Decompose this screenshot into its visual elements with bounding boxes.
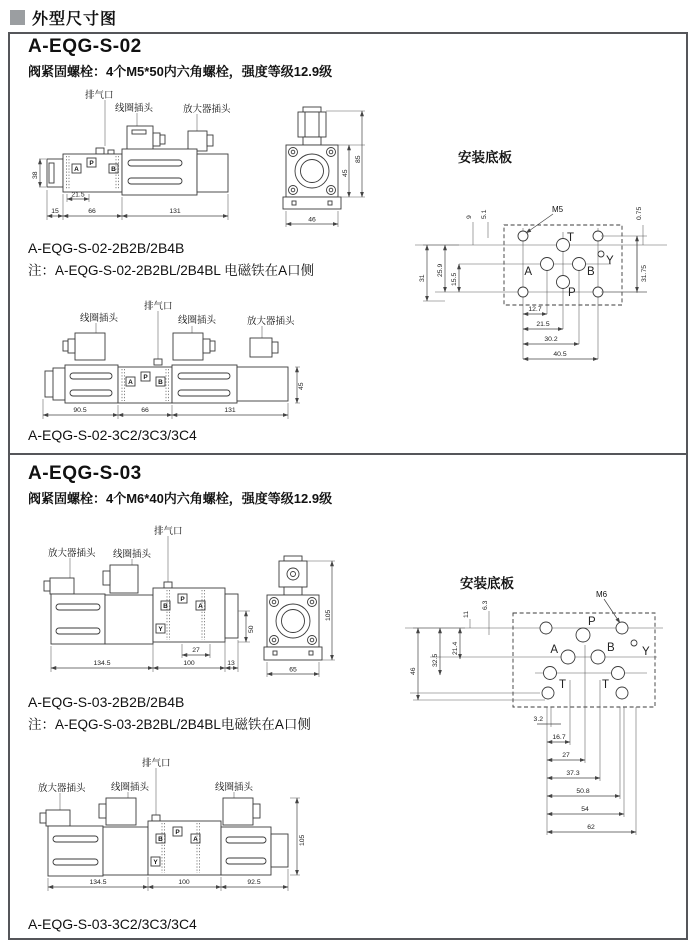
dim-134-5: 134.5 <box>93 660 111 667</box>
dim-66: 66 <box>141 407 149 414</box>
amplifier-plug <box>40 810 70 826</box>
s02-mounting-plate-drawing <box>415 162 690 397</box>
thread-callout-m5: M5 <box>552 205 564 214</box>
s02-title: A-EQG-S-02 <box>28 36 142 57</box>
plate-port-a: A <box>550 644 558 656</box>
dim-105: 105 <box>299 834 306 846</box>
port-a: A <box>74 166 79 173</box>
coil-plug-label: 线圈插头 <box>215 782 254 793</box>
s02-end-view-drawing <box>272 103 377 235</box>
plate-holes <box>540 622 637 699</box>
dim-16-7: 16.7 <box>552 734 566 741</box>
coil-plug-label: 线圈插头 <box>111 782 150 793</box>
dim-21-5: 21.5 <box>71 191 85 199</box>
port-p: P <box>175 829 180 836</box>
dimension-lines <box>423 222 647 359</box>
port-p: P <box>89 160 94 167</box>
coil-plug-label: 线圈插头 <box>113 549 152 560</box>
exhaust-port-label: 排气口 <box>142 758 171 769</box>
dim-131: 131 <box>224 407 236 414</box>
s03-plate-title: 安装底板 <box>460 576 514 591</box>
dim-45: 45 <box>342 169 349 177</box>
exhaust-port-label: 排气口 <box>85 90 114 101</box>
dim-90-5: 90.5 <box>73 407 87 414</box>
exhaust-port-label: 排气口 <box>154 526 183 537</box>
dim-92-5: 92.5 <box>247 879 261 886</box>
dim-105: 105 <box>325 609 332 621</box>
coil-plug <box>103 565 138 593</box>
port-y: Y <box>153 859 158 866</box>
end-view-geometry <box>264 556 322 660</box>
s03-model-3c: A-EQG-S-03-3C2/3C3/3C4 <box>28 916 197 932</box>
s02-double-solenoid-drawing <box>22 295 307 430</box>
amplifier-plug <box>250 338 278 357</box>
thread-leader <box>526 214 553 233</box>
dim-85: 85 <box>355 155 362 163</box>
dim-40-5: 40.5 <box>553 351 567 358</box>
exhaust-port-label: 排气口 <box>144 301 173 312</box>
s02-note: 注：A-EQG-S-02-2B2BL/2B4BL 电磁铁在A口侧 <box>28 263 315 278</box>
dim-9: 9 <box>466 215 473 219</box>
right-coil-plug <box>223 798 260 825</box>
left-coil-plug <box>63 333 105 360</box>
valve-assembly <box>51 582 238 644</box>
dim-100: 100 <box>183 660 195 667</box>
s02-model-2b: A-EQG-S-02-2B2B/2B4B <box>28 240 185 256</box>
valve-assembly <box>45 359 288 403</box>
dim-50-8: 50.8 <box>576 788 590 795</box>
left-coil-plug <box>99 798 136 825</box>
s03-title: A-EQG-S-03 <box>28 463 142 484</box>
dim-31-75: 31.75 <box>641 264 648 282</box>
plate-port-b: B <box>607 642 615 654</box>
plate-port-t2: T <box>602 679 610 691</box>
amplifier-plug-label: 放大器插头 <box>38 783 86 794</box>
header-square-icon <box>10 10 25 25</box>
dim-15: 15 <box>51 208 59 215</box>
port-b: B <box>158 836 163 843</box>
dim-38: 38 <box>32 171 39 179</box>
page-title: 外型尺寸图 <box>32 11 118 28</box>
dim-134-5: 134.5 <box>89 879 107 886</box>
amplifier-plug <box>44 578 74 594</box>
thread-leader <box>604 599 620 623</box>
dim-6-3: 6.3 <box>482 600 489 610</box>
dim-100: 100 <box>178 879 190 886</box>
s03-mounting-plate-drawing <box>405 585 695 885</box>
dim-5-1: 5.1 <box>481 209 488 219</box>
port-a: A <box>128 379 133 386</box>
s02-plate-title: 安装底板 <box>458 150 512 165</box>
s03-model-2b: A-EQG-S-03-2B2B/2B4B <box>28 694 185 710</box>
coil-plug-label: 线圈插头 <box>178 315 217 326</box>
port-p: P <box>180 596 185 603</box>
dim-54: 54 <box>581 806 589 813</box>
s03-note: 注：A-EQG-S-03-2B2BL/2B4BL电磁铁在A口侧 <box>28 717 311 732</box>
plate-port-y: Y <box>642 646 650 658</box>
thread-callout-m6: M6 <box>596 590 608 599</box>
dim-0-75: 0.75 <box>636 206 643 220</box>
dim-30-2: 30.2 <box>544 336 558 343</box>
dim-27: 27 <box>192 647 200 654</box>
plate-port-p: P <box>588 616 596 628</box>
port-b: B <box>111 166 116 173</box>
center-lines <box>415 228 667 359</box>
s03-subtitle: 阀紧固螺栓：4个M6*40内六角螺栓，强度等级12.9级 <box>28 491 333 506</box>
port-b: B <box>163 603 168 610</box>
dim-15-5: 15.5 <box>451 272 458 286</box>
dim-131: 131 <box>169 208 181 215</box>
dim-65: 65 <box>289 666 297 674</box>
dim-21-4: 21.4 <box>452 641 459 655</box>
amplifier-plug-label: 放大器插头 <box>247 316 295 327</box>
dim-11: 11 <box>463 610 470 618</box>
s02-subtitle: 阀紧固螺栓：4个M5*50内六角螺栓，强度等级12.9级 <box>28 64 333 79</box>
port-a: A <box>198 603 203 610</box>
dim-27: 27 <box>562 752 570 759</box>
port-y: Y <box>158 626 163 633</box>
s03-single-solenoid-drawing <box>20 516 270 684</box>
dim-21-5: 21.5 <box>536 321 550 328</box>
dimension-lines <box>413 611 636 832</box>
dim-25-9: 25.9 <box>437 263 444 277</box>
dim-50: 50 <box>248 625 255 633</box>
section-divider <box>8 453 688 455</box>
dim-3-2: 3.2 <box>533 716 543 723</box>
plate-port-p: P <box>568 287 576 299</box>
amplifier-plug-label: 放大器插头 <box>48 548 96 559</box>
port-b: B <box>158 379 163 386</box>
plate-port-y: Y <box>606 255 614 267</box>
dim-46: 46 <box>308 216 316 224</box>
plate-port-t: T <box>567 232 575 244</box>
page-header <box>10 6 117 29</box>
right-coil-plug <box>173 333 215 360</box>
plate-port-a: A <box>524 266 532 278</box>
s03-double-solenoid-drawing <box>20 746 310 916</box>
s03-end-view-drawing <box>253 553 368 688</box>
center-lines <box>405 628 663 835</box>
dim-62: 62 <box>587 824 595 831</box>
coil-plug-label: 线圈插头 <box>115 103 154 114</box>
plate-port-t1: T <box>559 679 567 691</box>
s02-single-solenoid-drawing <box>25 84 275 234</box>
coil-plug-label: 线圈插头 <box>80 313 119 324</box>
s02-model-3c: A-EQG-S-02-3C2/3C3/3C4 <box>28 427 197 443</box>
dim-32-5: 32.5 <box>432 653 439 667</box>
port-p: P <box>143 374 148 381</box>
amplifier-plug <box>188 131 213 151</box>
dim-13: 13 <box>227 660 235 667</box>
dim-37-3: 37.3 <box>566 770 580 777</box>
dim-46: 46 <box>410 667 417 675</box>
dim-31: 31 <box>419 274 426 282</box>
amplifier-plug-label: 放大器插头 <box>183 104 231 115</box>
dim-66: 66 <box>88 208 96 215</box>
end-view-geometry <box>283 107 341 209</box>
dim-45: 45 <box>298 382 305 390</box>
dim-12-7: 12.7 <box>528 306 542 313</box>
port-a: A <box>193 836 198 843</box>
plate-port-b: B <box>587 266 595 278</box>
